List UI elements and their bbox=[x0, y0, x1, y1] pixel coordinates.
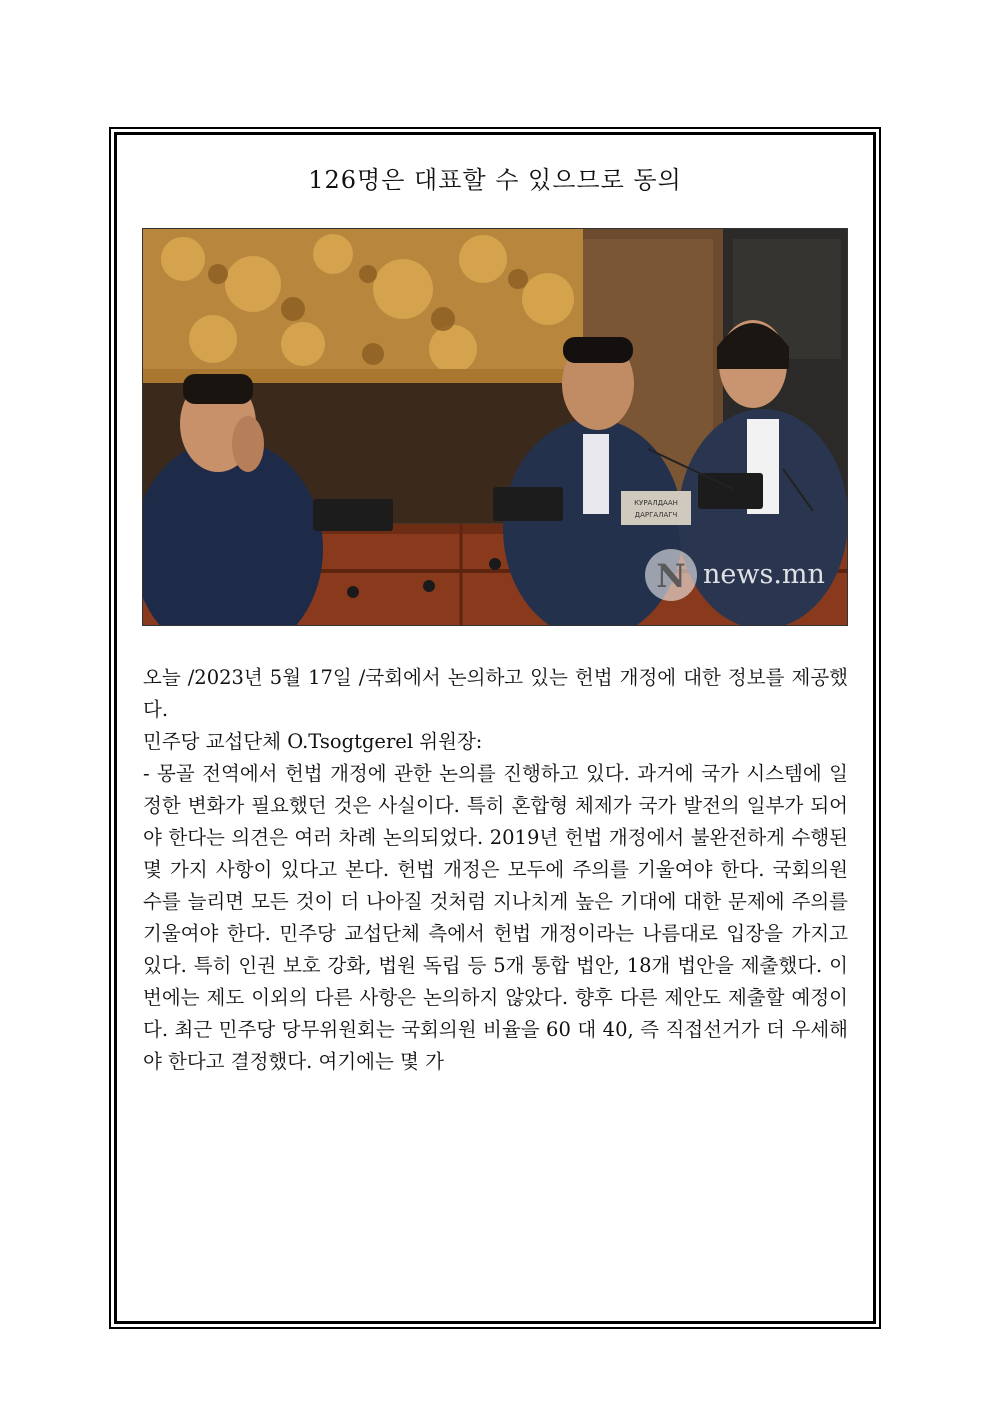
article-title: 126명은 대표할 수 있으므로 동의 bbox=[308, 166, 682, 194]
paragraph-speaker: 민주당 교섭단체 O.Tsogtgerel 위원장: bbox=[143, 730, 483, 753]
paragraph-quote: - 몽골 전역에서 헌법 개정에 관한 논의를 진행하고 있다. 과거에 국가 시스템에 일정한 변화가 필요했던 것은 사실이다. 특히 혼합형 체제가 국가 발전의 일부가 되어야 한다는 의견은 여러 차례 논의되었다. 2019년 헌법 개정에서 불완전하게 수행된 몇 가지 사항이 있다고 본다. 헌법 개정은 모두에 주의를 기울여야 한다. 국회의원 수를 늘리면 모든 것이 더 나아질 것처럼 지나치게 높은 기대에 대한 문제에 주의를 기울여야 한다. 민주당 교섭단체 측에서 헌법 개정이라는 나름대로 입장을 가지고 있다. 특히 인권 보호 강화, 법원 독립 등 5개 통합 법안, 18개 법안을 제출했다. 이번에는 제도 이외의 다른 사항은 논의하지 않았다. 향후 다른 제안도 제출할 예정이다. 최근 민주당 당무위원회는 국회의원 비율을 60 대 40, 즉 직접선거가 더 우세해야 한다고 결정했다. 여기에는 몇 가 bbox=[143, 762, 848, 1073]
watermark-letter: N bbox=[656, 557, 686, 595]
article-body bbox=[143, 662, 848, 1078]
parliament-session-photo bbox=[143, 229, 848, 626]
nameplate-line-1: КУРАЛДААН bbox=[634, 499, 678, 507]
nameplate-line-2: ДАРГАЛАГЧ bbox=[634, 511, 678, 519]
paragraph-intro: 오늘 /2023년 5월 17일 /국회에서 논의하고 있는 헌법 개정에 대한 정보를 제공했다. bbox=[143, 666, 848, 721]
article-photo bbox=[142, 228, 848, 626]
watermark-site: news.mn bbox=[703, 559, 825, 590]
